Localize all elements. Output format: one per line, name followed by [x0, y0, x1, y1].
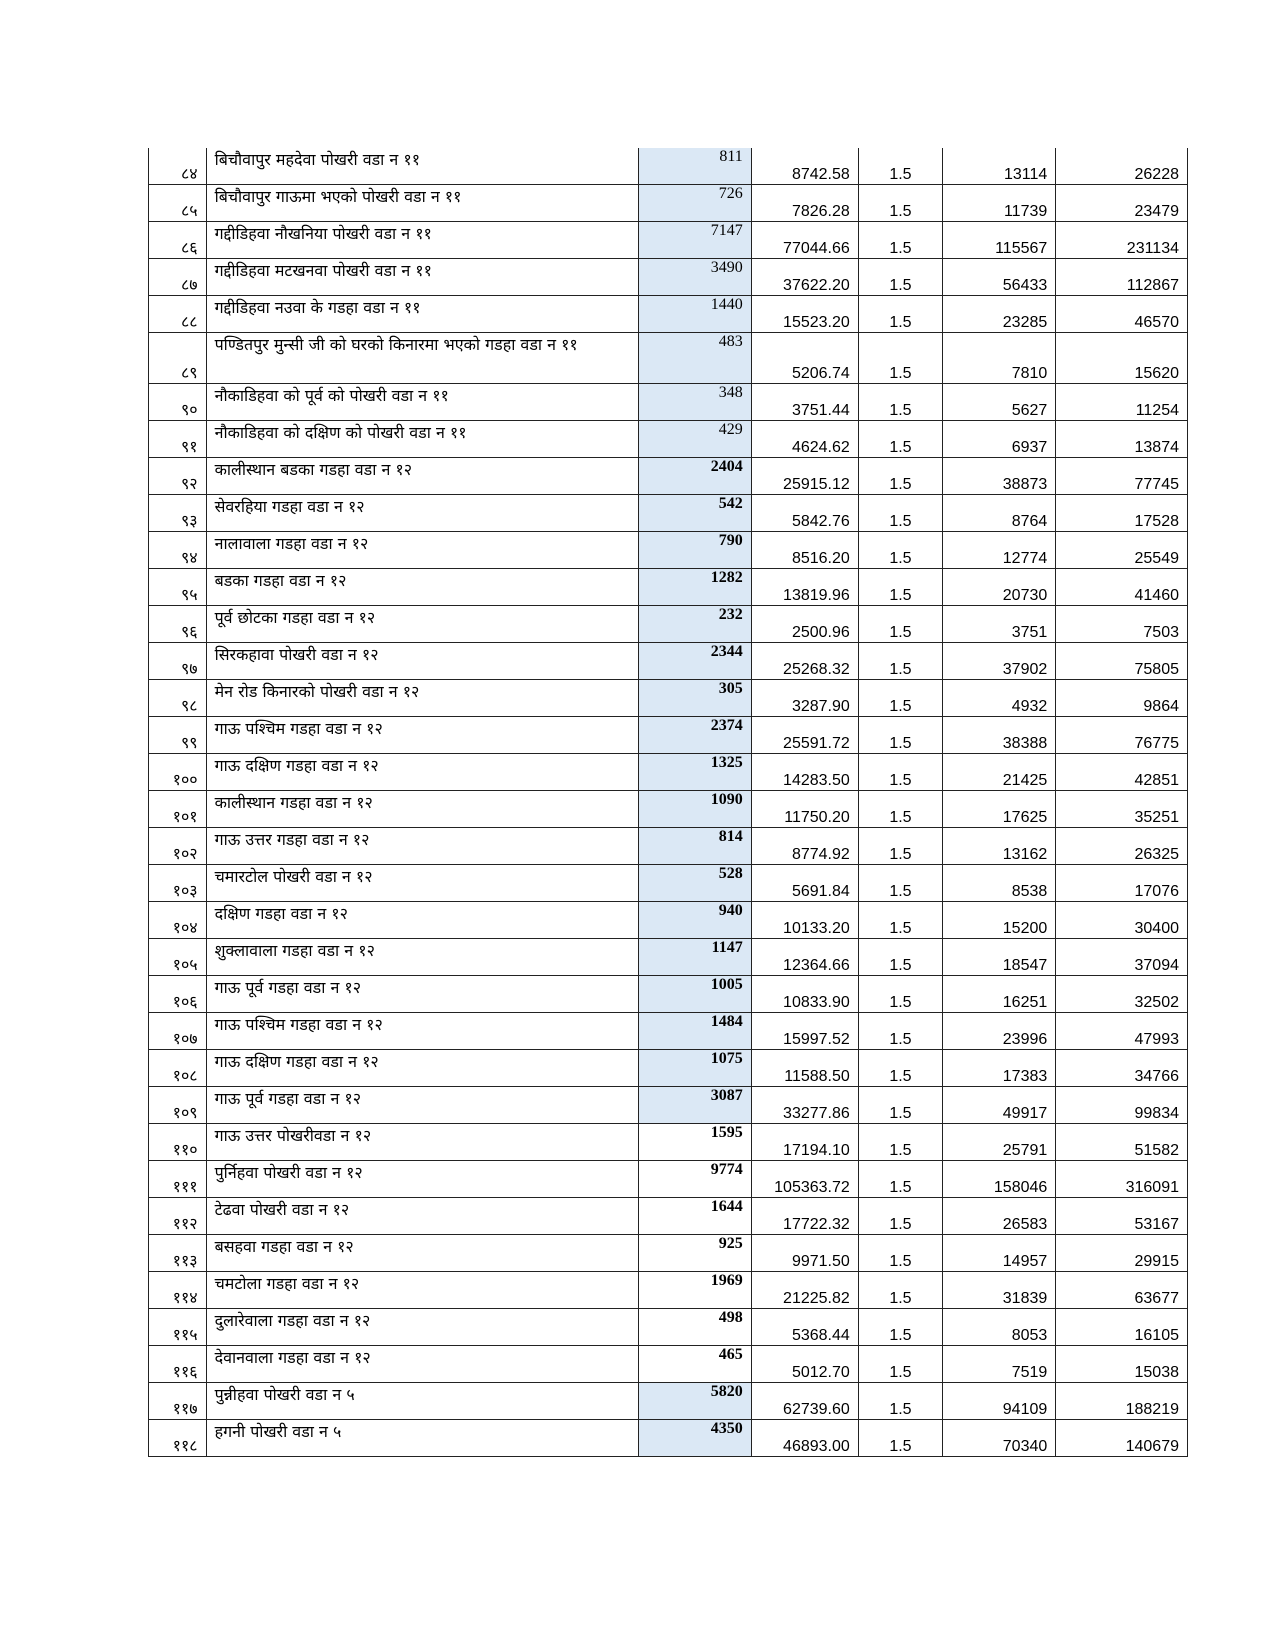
total-value-cell: 37094	[1056, 939, 1188, 976]
area-cell: 528	[638, 865, 751, 902]
area-cell: 1484	[638, 1013, 751, 1050]
total-value-cell: 17076	[1056, 865, 1188, 902]
table-row	[149, 569, 1188, 606]
serial-number-cell: ९४	[149, 532, 207, 569]
volume-cell: 5012.70	[751, 1346, 858, 1383]
value-cell: 23996	[943, 1013, 1056, 1050]
serial-number-cell: १०६	[149, 976, 207, 1013]
volume-cell: 77044.66	[751, 222, 858, 259]
pond-name-cell: गाऊ पश्चिम गडहा वडा न १२	[206, 717, 638, 754]
depth-cell: 1.5	[858, 384, 942, 421]
pond-name-cell: बिचौवापुर महदेवा पोखरी वडा न ११	[206, 148, 638, 185]
table-row	[149, 1346, 1188, 1383]
serial-number-cell: १०५	[149, 939, 207, 976]
depth-cell: 1.5	[858, 1420, 942, 1457]
value-cell: 12774	[943, 532, 1056, 569]
pond-name-cell: गाऊ पूर्व गडहा वडा न १२	[206, 1087, 638, 1124]
document-page	[148, 148, 1188, 1457]
volume-cell: 4624.62	[751, 421, 858, 458]
total-value-cell: 140679	[1056, 1420, 1188, 1457]
area-cell: 811	[638, 148, 751, 185]
depth-cell: 1.5	[858, 1161, 942, 1198]
volume-cell: 37622.20	[751, 259, 858, 296]
pond-name-cell: पुन्नीहवा पोखरी वडा न ५	[206, 1383, 638, 1420]
total-value-cell: 76775	[1056, 717, 1188, 754]
area-cell: 1075	[638, 1050, 751, 1087]
area-cell: 940	[638, 902, 751, 939]
volume-cell: 3751.44	[751, 384, 858, 421]
volume-cell: 14283.50	[751, 754, 858, 791]
serial-number-cell: ११०	[149, 1124, 207, 1161]
depth-cell: 1.5	[858, 1087, 942, 1124]
pond-name-cell: बडका गडहा वडा न १२	[206, 569, 638, 606]
depth-cell: 1.5	[858, 1383, 942, 1420]
volume-cell: 105363.72	[751, 1161, 858, 1198]
pond-name-cell: सेवरहिया गडहा वडा न १२	[206, 495, 638, 532]
serial-number-cell: १०२	[149, 828, 207, 865]
depth-cell: 1.5	[858, 643, 942, 680]
table-row	[149, 458, 1188, 495]
value-cell: 31839	[943, 1272, 1056, 1309]
depth-cell: 1.5	[858, 976, 942, 1013]
serial-number-cell: १११	[149, 1161, 207, 1198]
area-cell: 232	[638, 606, 751, 643]
total-value-cell: 17528	[1056, 495, 1188, 532]
depth-cell: 1.5	[858, 222, 942, 259]
volume-cell: 25268.32	[751, 643, 858, 680]
volume-cell: 8774.92	[751, 828, 858, 865]
area-cell: 925	[638, 1235, 751, 1272]
area-cell: 1325	[638, 754, 751, 791]
pond-name-cell: पूर्व छोटका गडहा वडा न १२	[206, 606, 638, 643]
volume-cell: 46893.00	[751, 1420, 858, 1457]
value-cell: 4932	[943, 680, 1056, 717]
value-cell: 38388	[943, 717, 1056, 754]
area-cell: 7147	[638, 222, 751, 259]
depth-cell: 1.5	[858, 495, 942, 532]
depth-cell: 1.5	[858, 1050, 942, 1087]
volume-cell: 15523.20	[751, 296, 858, 333]
area-cell: 1969	[638, 1272, 751, 1309]
serial-number-cell: १००	[149, 754, 207, 791]
total-value-cell: 13874	[1056, 421, 1188, 458]
depth-cell: 1.5	[858, 1346, 942, 1383]
depth-cell: 1.5	[858, 1235, 942, 1272]
serial-number-cell: ९६	[149, 606, 207, 643]
volume-cell: 8516.20	[751, 532, 858, 569]
value-cell: 3751	[943, 606, 1056, 643]
depth-cell: 1.5	[858, 1198, 942, 1235]
total-value-cell: 75805	[1056, 643, 1188, 680]
depth-cell: 1.5	[858, 148, 942, 185]
pond-name-cell: सिरकहावा पोखरी वडा न १२	[206, 643, 638, 680]
depth-cell: 1.5	[858, 532, 942, 569]
total-value-cell: 32502	[1056, 976, 1188, 1013]
volume-cell: 5691.84	[751, 865, 858, 902]
volume-cell: 5842.76	[751, 495, 858, 532]
value-cell: 70340	[943, 1420, 1056, 1457]
table-row	[149, 384, 1188, 421]
depth-cell: 1.5	[858, 865, 942, 902]
pond-name-cell: कालीस्थान गडहा वडा न १२	[206, 791, 638, 828]
table-row	[149, 1235, 1188, 1272]
value-cell: 37902	[943, 643, 1056, 680]
table-row	[149, 1198, 1188, 1235]
total-value-cell: 112867	[1056, 259, 1188, 296]
value-cell: 13162	[943, 828, 1056, 865]
value-cell: 8538	[943, 865, 1056, 902]
depth-cell: 1.5	[858, 1013, 942, 1050]
table-row	[149, 296, 1188, 333]
table-row	[149, 1272, 1188, 1309]
pond-table	[148, 148, 1188, 1457]
table-row	[149, 495, 1188, 532]
serial-number-cell: ११४	[149, 1272, 207, 1309]
volume-cell: 8742.58	[751, 148, 858, 185]
serial-number-cell: ८९	[149, 333, 207, 384]
table-row	[149, 259, 1188, 296]
area-cell: 790	[638, 532, 751, 569]
pond-name-cell: दक्षिण गडहा वडा न १२	[206, 902, 638, 939]
value-cell: 21425	[943, 754, 1056, 791]
area-cell: 2344	[638, 643, 751, 680]
pond-name-cell: चमटोला गडहा वडा न १२	[206, 1272, 638, 1309]
table-row	[149, 606, 1188, 643]
depth-cell: 1.5	[858, 606, 942, 643]
depth-cell: 1.5	[858, 754, 942, 791]
depth-cell: 1.5	[858, 569, 942, 606]
value-cell: 26583	[943, 1198, 1056, 1235]
depth-cell: 1.5	[858, 828, 942, 865]
value-cell: 115567	[943, 222, 1056, 259]
value-cell: 8764	[943, 495, 1056, 532]
depth-cell: 1.5	[858, 421, 942, 458]
table-row	[149, 902, 1188, 939]
area-cell: 814	[638, 828, 751, 865]
table-row	[149, 828, 1188, 865]
serial-number-cell: ९५	[149, 569, 207, 606]
volume-cell: 11588.50	[751, 1050, 858, 1087]
area-cell: 3087	[638, 1087, 751, 1124]
total-value-cell: 34766	[1056, 1050, 1188, 1087]
depth-cell: 1.5	[858, 1124, 942, 1161]
value-cell: 7519	[943, 1346, 1056, 1383]
total-value-cell: 51582	[1056, 1124, 1188, 1161]
pond-name-cell: गाऊ उत्तर पोखरीवडा न १२	[206, 1124, 638, 1161]
table-row	[149, 1013, 1188, 1050]
pond-name-cell: गाऊ पूर्व गडहा वडा न १२	[206, 976, 638, 1013]
table-row	[149, 1309, 1188, 1346]
serial-number-cell: ८८	[149, 296, 207, 333]
value-cell: 11739	[943, 185, 1056, 222]
table-row	[149, 754, 1188, 791]
pond-name-cell: बसहवा गडहा वडा न १२	[206, 1235, 638, 1272]
serial-number-cell: १०४	[149, 902, 207, 939]
area-cell: 5820	[638, 1383, 751, 1420]
total-value-cell: 25549	[1056, 532, 1188, 569]
volume-cell: 62739.60	[751, 1383, 858, 1420]
value-cell: 7810	[943, 333, 1056, 384]
table-row	[149, 532, 1188, 569]
table-row	[149, 939, 1188, 976]
serial-number-cell: १०७	[149, 1013, 207, 1050]
area-cell: 465	[638, 1346, 751, 1383]
value-cell: 56433	[943, 259, 1056, 296]
total-value-cell: 316091	[1056, 1161, 1188, 1198]
value-cell: 15200	[943, 902, 1056, 939]
area-cell: 2374	[638, 717, 751, 754]
total-value-cell: 30400	[1056, 902, 1188, 939]
area-cell: 429	[638, 421, 751, 458]
volume-cell: 10833.90	[751, 976, 858, 1013]
pond-name-cell: गाऊ दक्षिण गडहा वडा न १२	[206, 1050, 638, 1087]
table-row	[149, 680, 1188, 717]
table-row	[149, 333, 1188, 384]
total-value-cell: 15038	[1056, 1346, 1188, 1383]
area-cell: 726	[638, 185, 751, 222]
depth-cell: 1.5	[858, 1272, 942, 1309]
area-cell: 1090	[638, 791, 751, 828]
total-value-cell: 15620	[1056, 333, 1188, 384]
value-cell: 14957	[943, 1235, 1056, 1272]
depth-cell: 1.5	[858, 259, 942, 296]
depth-cell: 1.5	[858, 458, 942, 495]
total-value-cell: 26228	[1056, 148, 1188, 185]
table-row	[149, 865, 1188, 902]
value-cell: 94109	[943, 1383, 1056, 1420]
pond-name-cell: गद्दीडिहवा मटखनवा पोखरी वडा न ११	[206, 259, 638, 296]
serial-number-cell: ११३	[149, 1235, 207, 1272]
depth-cell: 1.5	[858, 1309, 942, 1346]
value-cell: 18547	[943, 939, 1056, 976]
serial-number-cell: ९१	[149, 421, 207, 458]
table-row	[149, 976, 1188, 1013]
serial-number-cell: ९९	[149, 717, 207, 754]
volume-cell: 9971.50	[751, 1235, 858, 1272]
serial-number-cell: १०१	[149, 791, 207, 828]
table-row	[149, 1420, 1188, 1457]
total-value-cell: 7503	[1056, 606, 1188, 643]
area-cell: 1440	[638, 296, 751, 333]
volume-cell: 7826.28	[751, 185, 858, 222]
pond-name-cell: गद्दीडिहवा नउवा के गडहा वडा न ११	[206, 296, 638, 333]
depth-cell: 1.5	[858, 717, 942, 754]
volume-cell: 25915.12	[751, 458, 858, 495]
total-value-cell: 16105	[1056, 1309, 1188, 1346]
table-row	[149, 643, 1188, 680]
depth-cell: 1.5	[858, 185, 942, 222]
volume-cell: 17194.10	[751, 1124, 858, 1161]
serial-number-cell: ११७	[149, 1383, 207, 1420]
depth-cell: 1.5	[858, 939, 942, 976]
area-cell: 542	[638, 495, 751, 532]
volume-cell: 17722.32	[751, 1198, 858, 1235]
total-value-cell: 63677	[1056, 1272, 1188, 1309]
value-cell: 20730	[943, 569, 1056, 606]
serial-number-cell: ८४	[149, 148, 207, 185]
serial-number-cell: ११२	[149, 1198, 207, 1235]
area-cell: 1282	[638, 569, 751, 606]
table-row	[149, 791, 1188, 828]
serial-number-cell: ९२	[149, 458, 207, 495]
area-cell: 2404	[638, 458, 751, 495]
serial-number-cell: १०९	[149, 1087, 207, 1124]
serial-number-cell: ११६	[149, 1346, 207, 1383]
total-value-cell: 46570	[1056, 296, 1188, 333]
serial-number-cell: ८७	[149, 259, 207, 296]
area-cell: 1595	[638, 1124, 751, 1161]
pond-name-cell: मेन रोड किनारको पोखरी वडा न १२	[206, 680, 638, 717]
value-cell: 38873	[943, 458, 1056, 495]
pond-name-cell: चमारटोल पोखरी वडा न १२	[206, 865, 638, 902]
table-body	[149, 148, 1188, 1457]
value-cell: 16251	[943, 976, 1056, 1013]
depth-cell: 1.5	[858, 296, 942, 333]
table-row	[149, 1124, 1188, 1161]
value-cell: 8053	[943, 1309, 1056, 1346]
table-row	[149, 1383, 1188, 1420]
total-value-cell: 23479	[1056, 185, 1188, 222]
volume-cell: 3287.90	[751, 680, 858, 717]
pond-name-cell: नौकाडिहवा को दक्षिण को पोखरी वडा न ११	[206, 421, 638, 458]
total-value-cell: 53167	[1056, 1198, 1188, 1235]
pond-name-cell: नौकाडिहवा को पूर्व को पोखरी वडा न ११	[206, 384, 638, 421]
pond-name-cell: गाऊ पश्चिम गडहा वडा न १२	[206, 1013, 638, 1050]
volume-cell: 33277.86	[751, 1087, 858, 1124]
area-cell: 498	[638, 1309, 751, 1346]
area-cell: 9774	[638, 1161, 751, 1198]
area-cell: 1147	[638, 939, 751, 976]
value-cell: 23285	[943, 296, 1056, 333]
total-value-cell: 99834	[1056, 1087, 1188, 1124]
volume-cell: 5368.44	[751, 1309, 858, 1346]
volume-cell: 21225.82	[751, 1272, 858, 1309]
pond-name-cell: नालावाला गडहा वडा न १२	[206, 532, 638, 569]
volume-cell: 5206.74	[751, 333, 858, 384]
serial-number-cell: ११५	[149, 1309, 207, 1346]
volume-cell: 12364.66	[751, 939, 858, 976]
pond-name-cell: पण्डितपुर मुन्सी जी को घरको किनारमा भएको गडहा वडा न ११	[206, 333, 638, 384]
table-row	[149, 185, 1188, 222]
serial-number-cell: १०८	[149, 1050, 207, 1087]
serial-number-cell: ८५	[149, 185, 207, 222]
serial-number-cell: ९७	[149, 643, 207, 680]
total-value-cell: 47993	[1056, 1013, 1188, 1050]
area-cell: 4350	[638, 1420, 751, 1457]
pond-name-cell: शुक्लावाला गडहा वडा न १२	[206, 939, 638, 976]
total-value-cell: 29915	[1056, 1235, 1188, 1272]
serial-number-cell: ९३	[149, 495, 207, 532]
table-row	[149, 148, 1188, 185]
pond-name-cell: पुर्निहवा पोखरी वडा न १२	[206, 1161, 638, 1198]
total-value-cell: 77745	[1056, 458, 1188, 495]
total-value-cell: 11254	[1056, 384, 1188, 421]
pond-name-cell: गाऊ दक्षिण गडहा वडा न १२	[206, 754, 638, 791]
pond-name-cell: कालीस्थान बडका गडहा वडा न १२	[206, 458, 638, 495]
pond-name-cell: हगनी पोखरी वडा न ५	[206, 1420, 638, 1457]
value-cell: 6937	[943, 421, 1056, 458]
value-cell: 17383	[943, 1050, 1056, 1087]
value-cell: 5627	[943, 384, 1056, 421]
pond-name-cell: देवानवाला गडहा वडा न १२	[206, 1346, 638, 1383]
pond-name-cell: बिचौवापुर गाऊमा भएको पोखरी वडा न ११	[206, 185, 638, 222]
table-row	[149, 1087, 1188, 1124]
serial-number-cell: ८६	[149, 222, 207, 259]
volume-cell: 10133.20	[751, 902, 858, 939]
volume-cell: 2500.96	[751, 606, 858, 643]
total-value-cell: 188219	[1056, 1383, 1188, 1420]
serial-number-cell: १०३	[149, 865, 207, 902]
total-value-cell: 231134	[1056, 222, 1188, 259]
area-cell: 348	[638, 384, 751, 421]
volume-cell: 25591.72	[751, 717, 858, 754]
depth-cell: 1.5	[858, 680, 942, 717]
table-row	[149, 1050, 1188, 1087]
pond-name-cell: गद्दीडिहवा नौखनिया पोखरी वडा न ११	[206, 222, 638, 259]
value-cell: 17625	[943, 791, 1056, 828]
area-cell: 305	[638, 680, 751, 717]
volume-cell: 11750.20	[751, 791, 858, 828]
pond-name-cell: दुलारेवाला गडहा वडा न १२	[206, 1309, 638, 1346]
table-row	[149, 222, 1188, 259]
depth-cell: 1.5	[858, 791, 942, 828]
area-cell: 483	[638, 333, 751, 384]
value-cell: 13114	[943, 148, 1056, 185]
area-cell: 1005	[638, 976, 751, 1013]
value-cell: 158046	[943, 1161, 1056, 1198]
table-row	[149, 1161, 1188, 1198]
total-value-cell: 35251	[1056, 791, 1188, 828]
serial-number-cell: ९८	[149, 680, 207, 717]
volume-cell: 13819.96	[751, 569, 858, 606]
serial-number-cell: ११८	[149, 1420, 207, 1457]
area-cell: 1644	[638, 1198, 751, 1235]
table-row	[149, 717, 1188, 754]
total-value-cell: 41460	[1056, 569, 1188, 606]
pond-name-cell: टेढवा पोखरी वडा न १२	[206, 1198, 638, 1235]
area-cell: 3490	[638, 259, 751, 296]
table-row	[149, 421, 1188, 458]
value-cell: 49917	[943, 1087, 1056, 1124]
depth-cell: 1.5	[858, 333, 942, 384]
value-cell: 25791	[943, 1124, 1056, 1161]
pond-name-cell: गाऊ उत्तर गडहा वडा न १२	[206, 828, 638, 865]
depth-cell: 1.5	[858, 902, 942, 939]
total-value-cell: 26325	[1056, 828, 1188, 865]
serial-number-cell: ९०	[149, 384, 207, 421]
volume-cell: 15997.52	[751, 1013, 858, 1050]
total-value-cell: 42851	[1056, 754, 1188, 791]
total-value-cell: 9864	[1056, 680, 1188, 717]
